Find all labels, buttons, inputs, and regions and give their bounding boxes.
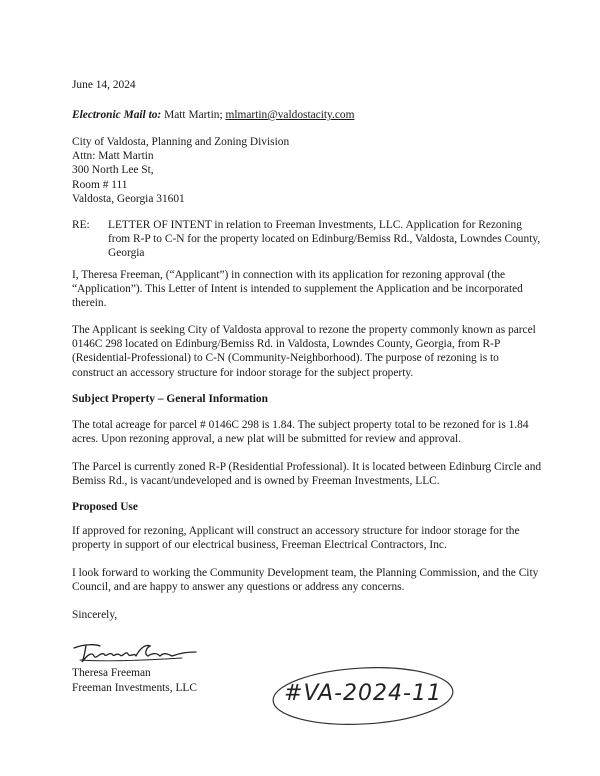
address-line: 300 North Lee St, [72,164,154,177]
address-line: City of Valdosta, Planning and Zoning Division [72,136,290,148]
paragraph-intro: I, Theresa Freeman, (“Applicant”) in connection with its application for rezoning approval (the “Application”). This Letter of Intent is intended to supplement the Application and be incorporated therein. [72,269,523,310]
email-address-link[interactable]: mlmartin@valdostacity.com [225,109,355,121]
case-number-text: #VA-2024-11 [284,681,442,706]
signer-name: Theresa Freeman [72,667,151,679]
re-subject: LETTER OF INTENT in relation to Freeman Investments, LLC. Application for Rezoning from R-P to C-N for the property located on Edinburg/Bemiss Rd., Valdosta, Lowndes County, Georgia [108,219,541,260]
signature-icon [70,640,210,666]
letter-date: June 14, 2024 [72,79,136,91]
case-number-stamp [268,662,458,742]
paragraph-purpose: The Applicant is seeking City of Valdosta approval to rezone the property commonly known as parcel 0146C 298 located on Edinburg/Bemiss Rd. in Valdosta, Lowndes County, Georgia, from R-P (Residential-Professional) to C-N (Community-Neighborhood). The purpose of rezoning is to construct an accessory structure for indoor storage for the subject property. [72,324,536,379]
heading-subject-property: Subject Property – General Information [72,393,268,405]
heading-proposed-use: Proposed Use [72,501,138,513]
email-line [72,108,542,122]
address-line: Valdosta, Georgia 31601 [72,192,185,205]
paragraph-closing-remarks: I look forward to working the Community Development team, the Planning Commission, and the City Council, and are happy to answer any questions or address any concerns. [72,567,539,594]
closing-salutation: Sincerely, [72,609,118,621]
recipient-address [72,135,542,206]
handwritten-signature [70,640,210,666]
paragraph-zoning: The Parcel is currently zoned R-P (Residential Professional). It is located between Edinburg Circle and Bemiss Rd., is vacant/undeveloped and is owned by Freeman Investments, LLC. [72,461,542,488]
re-label: RE: [72,219,90,231]
paragraph-acreage: The total acreage for parcel # 0146C 298 is 1.84. The subject property total to be rezoned for is 1.84 acres. Upon rezoning approval, a new plat will be submitted for review and approval. [72,419,529,446]
signer-company: Freeman Investments, LLC [72,682,197,694]
paragraph-use: If approved for rezoning, Applicant will construct an accessory structure for indoor storage for the property in support of our electrical business, Freeman Electrical Contractors, Inc. [72,525,520,552]
email-lead: Electronic Mail to: [72,109,162,121]
email-recipient: Matt Martin; [161,109,226,121]
address-line: Room # 111 [72,178,128,191]
address-line: Attn: Matt Martin [72,150,154,163]
